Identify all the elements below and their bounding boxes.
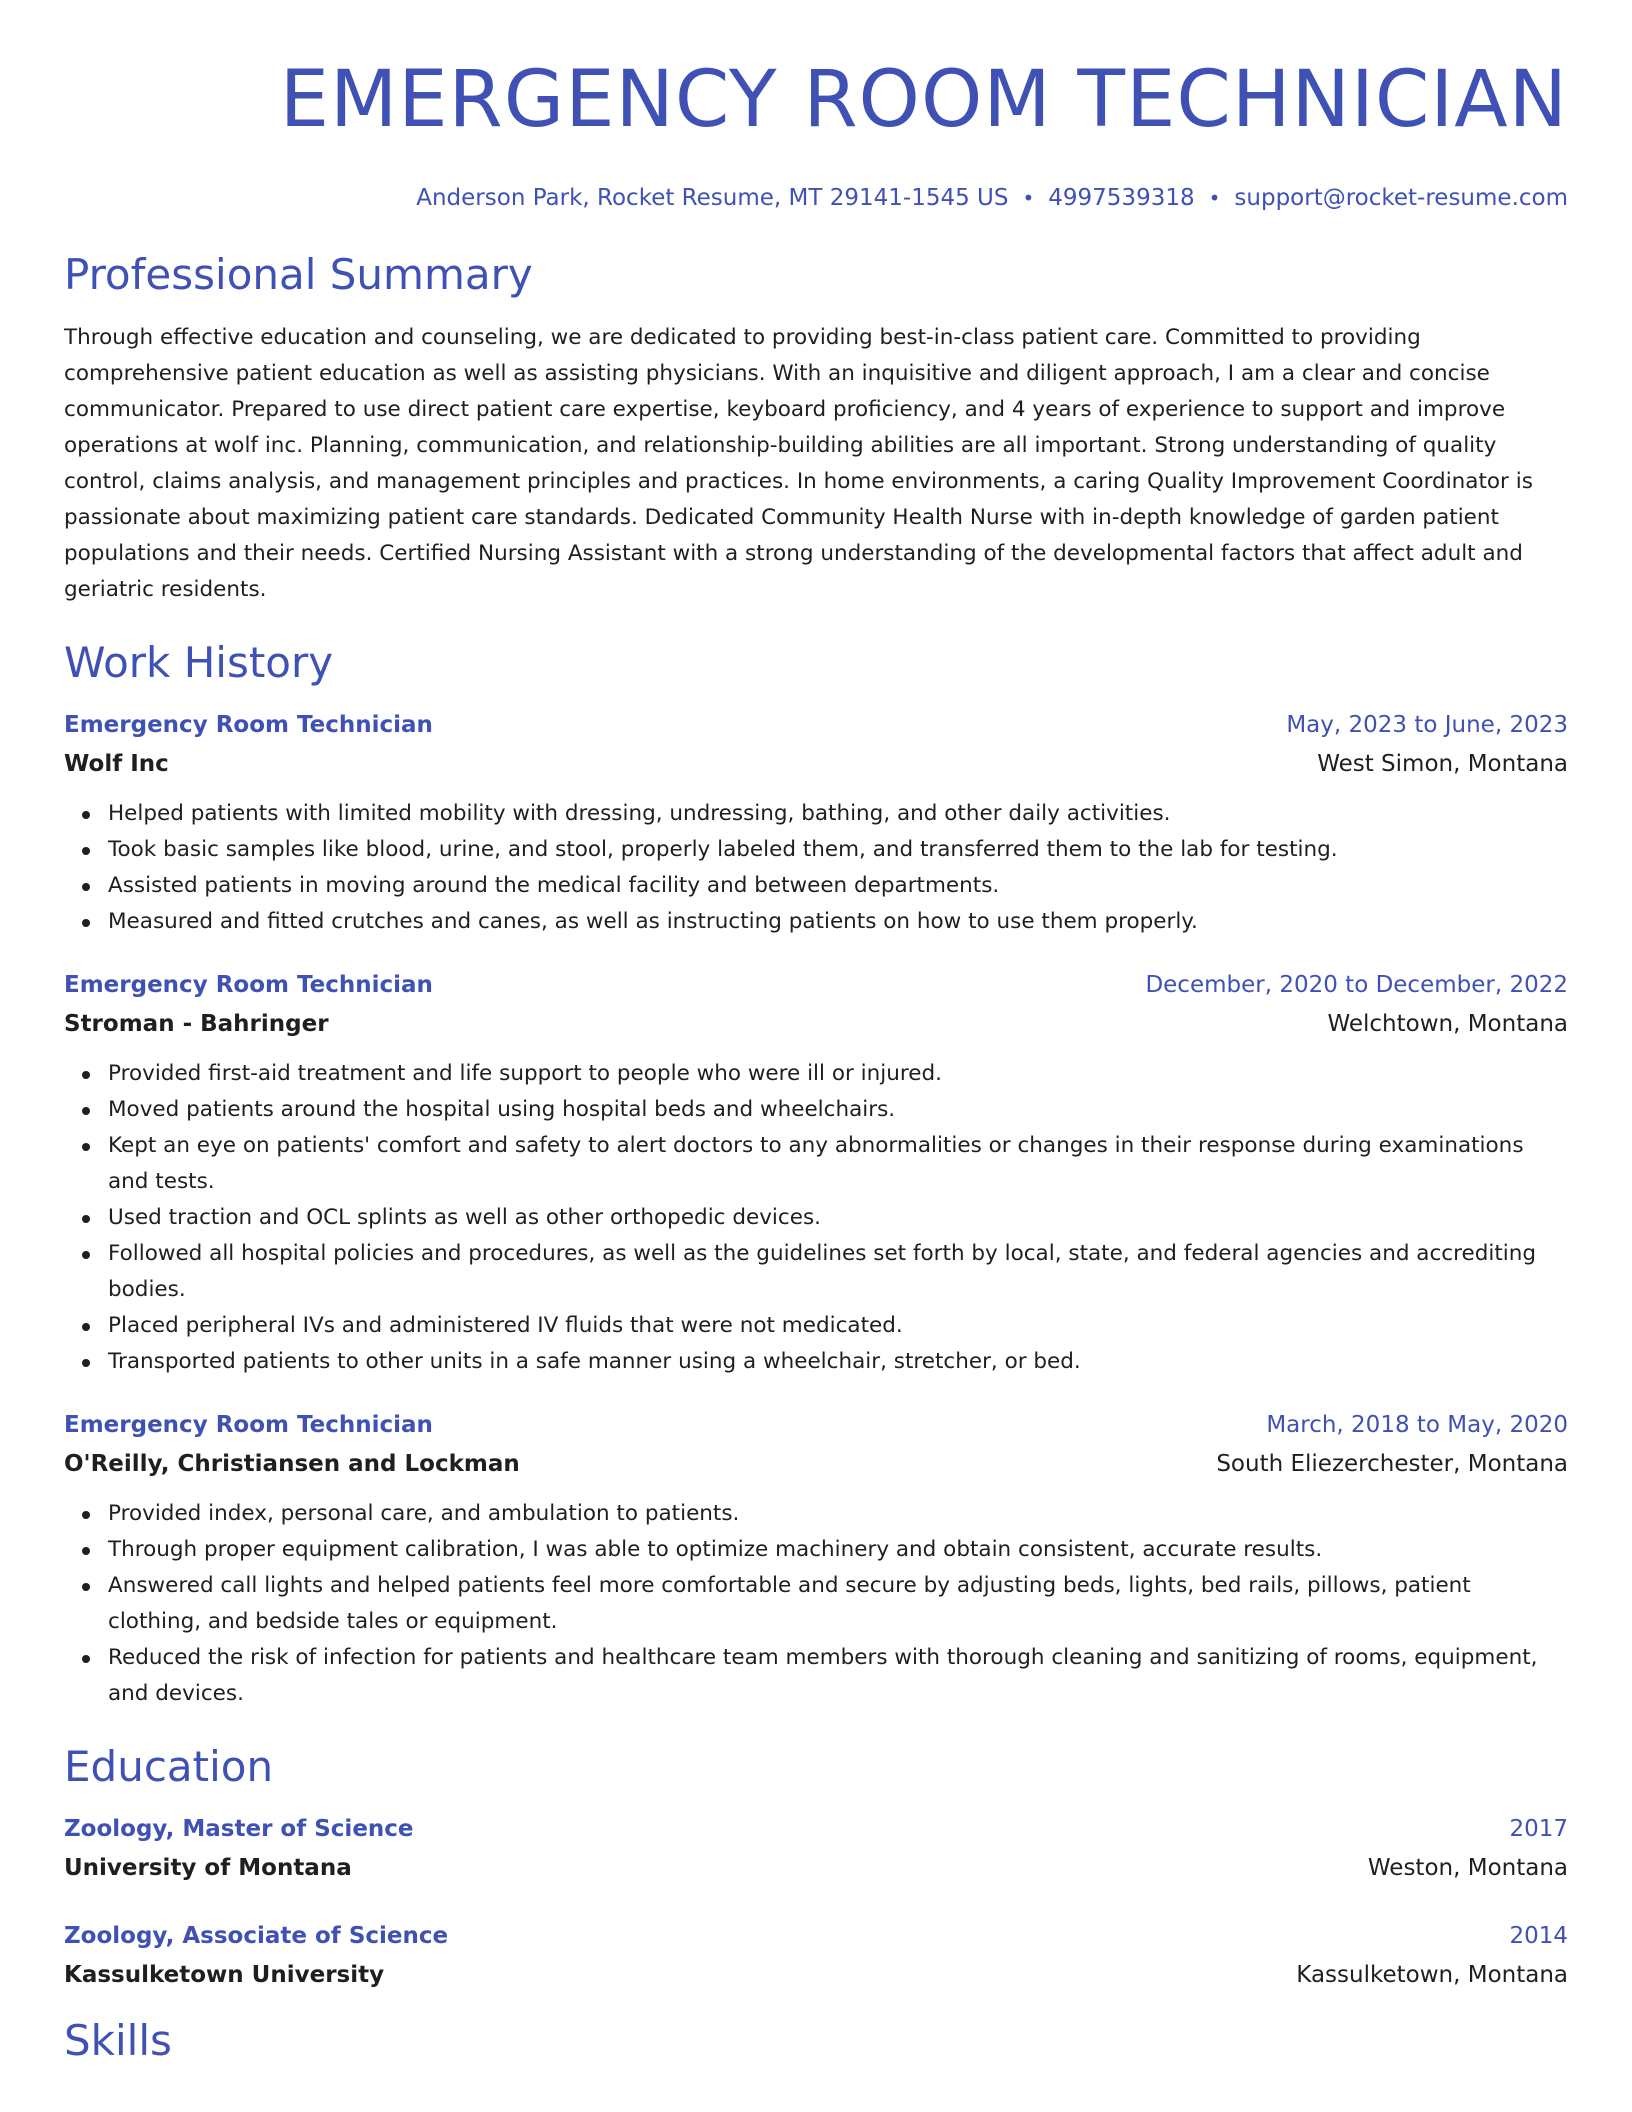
education-entry — [64, 1814, 1568, 1883]
education-year: 2017 — [1509, 1816, 1568, 1842]
education-degree: Zoology, Associate of Science — [64, 1923, 449, 1949]
job-location: South Eliezerchester, Montana — [1216, 1451, 1568, 1477]
bullet-item: Measured and fitted crutches and canes, as well as instructing patients on how to use them properly. — [108, 904, 1568, 940]
section-title-skills: Skills — [64, 2016, 172, 2065]
job-role: Emergency Room Technician — [64, 712, 433, 738]
job-dates: December, 2020 to December, 2022 — [1145, 972, 1568, 998]
job-bullets — [64, 796, 1568, 940]
bullet-item: Reduced the risk of infection for patients and healthcare team members with thorough cleaning and sanitizing of rooms, equipment, and devices. — [108, 1640, 1568, 1712]
job-company: Wolf Inc — [64, 751, 169, 777]
contact-separator: • — [1208, 186, 1221, 210]
job-role: Emergency Room Technician — [64, 1412, 433, 1438]
summary-text: Through effective education and counseling, we are dedicated to providing best-in-class patient care. Committed to providing comprehensive patient education as well as assisting physicians. With an inquisitive and diligent approach, I am a clear and concise communicator. Prepared to use direct patient care expertise, keyboard proficiency, and 4 years of experience to support and improve operations at wolf inc. Planning, communication, and relationship-building abilities are all important. Strong understanding of quality control, claims analysis, and management principles and practices. In home environments, a caring Quality Improvement Coordinator is passionate about maximizing patient care standards. Dedicated Community Health Nurse with in-depth knowledge of garden patient populations and their needs. Certified Nursing Assistant with a strong understanding of the developmental factors that affect adult and geriatric residents. — [64, 325, 1533, 602]
job-entry — [64, 1410, 1568, 1712]
job-entry — [64, 710, 1568, 940]
bullet-item: Placed peripheral IVs and administered IV fluids that were not medicated. — [108, 1308, 1568, 1344]
bullet-item: Provided first-aid treatment and life support to people who were ill or injured. — [108, 1056, 1568, 1092]
job-location: West Simon, Montana — [1317, 751, 1568, 777]
job-company: Stroman - Bahringer — [64, 1011, 329, 1037]
bullet-item: Kept an eye on patients' comfort and safety to alert doctors to any abnormalities or changes in their response during examinations and tests. — [108, 1128, 1568, 1200]
bullet-item: Through proper equipment calibration, I was able to optimize machinery and obtain consistent, accurate results. — [108, 1532, 1568, 1568]
bullet-item: Used traction and OCL splints as well as other orthopedic devices. — [108, 1200, 1568, 1236]
job-dates: May, 2023 to June, 2023 — [1286, 712, 1568, 738]
job-bullets — [64, 1056, 1568, 1380]
bullet-item: Transported patients to other units in a safe manner using a wheelchair, stretcher, or bed. — [108, 1344, 1568, 1380]
job-role: Emergency Room Technician — [64, 972, 433, 998]
education-entry — [64, 1921, 1568, 1990]
education-degree: Zoology, Master of Science — [64, 1816, 414, 1842]
job-dates: March, 2018 to May, 2020 — [1266, 1412, 1568, 1438]
section-title-education: Education — [64, 1742, 274, 1791]
bullet-item: Took basic samples like blood, urine, and stool, properly labeled them, and transferred them to the lab for testing. — [108, 832, 1568, 868]
section-title-summary: Professional Summary — [64, 250, 533, 299]
candidate-name: EMERGENCY ROOM TECHNICIAN — [279, 55, 1568, 145]
education-year: 2014 — [1509, 1923, 1568, 1949]
job-entry — [64, 970, 1568, 1380]
education-location: Kassulketown, Montana — [1296, 1962, 1568, 1988]
education-school: University of Montana — [64, 1855, 352, 1881]
job-bullets — [64, 1496, 1568, 1712]
bullet-item: Followed all hospital policies and procedures, as well as the guidelines set forth by local, state, and federal agencies and accrediting bodies. — [108, 1236, 1568, 1308]
bullet-item: Provided index, personal care, and ambulation to patients. — [108, 1496, 1568, 1532]
bullet-item: Moved patients around the hospital using hospital beds and wheelchairs. — [108, 1092, 1568, 1128]
contact-address: Anderson Park, Rocket Resume, MT 29141-1545 US — [416, 185, 1009, 211]
education-location: Weston, Montana — [1367, 1855, 1568, 1881]
job-company: O'Reilly, Christiansen and Lockman — [64, 1451, 520, 1477]
bullet-item: Answered call lights and helped patients feel more comfortable and secure by adjusting beds, lights, bed rails, pillows, patient clothing, and bedside tales or equipment. — [108, 1568, 1568, 1640]
bullet-item: Assisted patients in moving around the medical facility and between departments. — [108, 868, 1568, 904]
contact-line — [64, 184, 1568, 212]
contact-separator: • — [1022, 186, 1035, 210]
resume-header — [64, 0, 1568, 212]
education-school: Kassulketown University — [64, 1962, 385, 1988]
bullet-item: Helped patients with limited mobility with dressing, undressing, bathing, and other daily activities. — [108, 796, 1568, 832]
contact-phone[interactable]: 4997539318 — [1048, 185, 1195, 211]
job-location: Welchtown, Montana — [1327, 1011, 1568, 1037]
contact-email[interactable]: support@rocket-resume.com — [1234, 185, 1568, 211]
section-title-work-history: Work History — [64, 638, 334, 687]
